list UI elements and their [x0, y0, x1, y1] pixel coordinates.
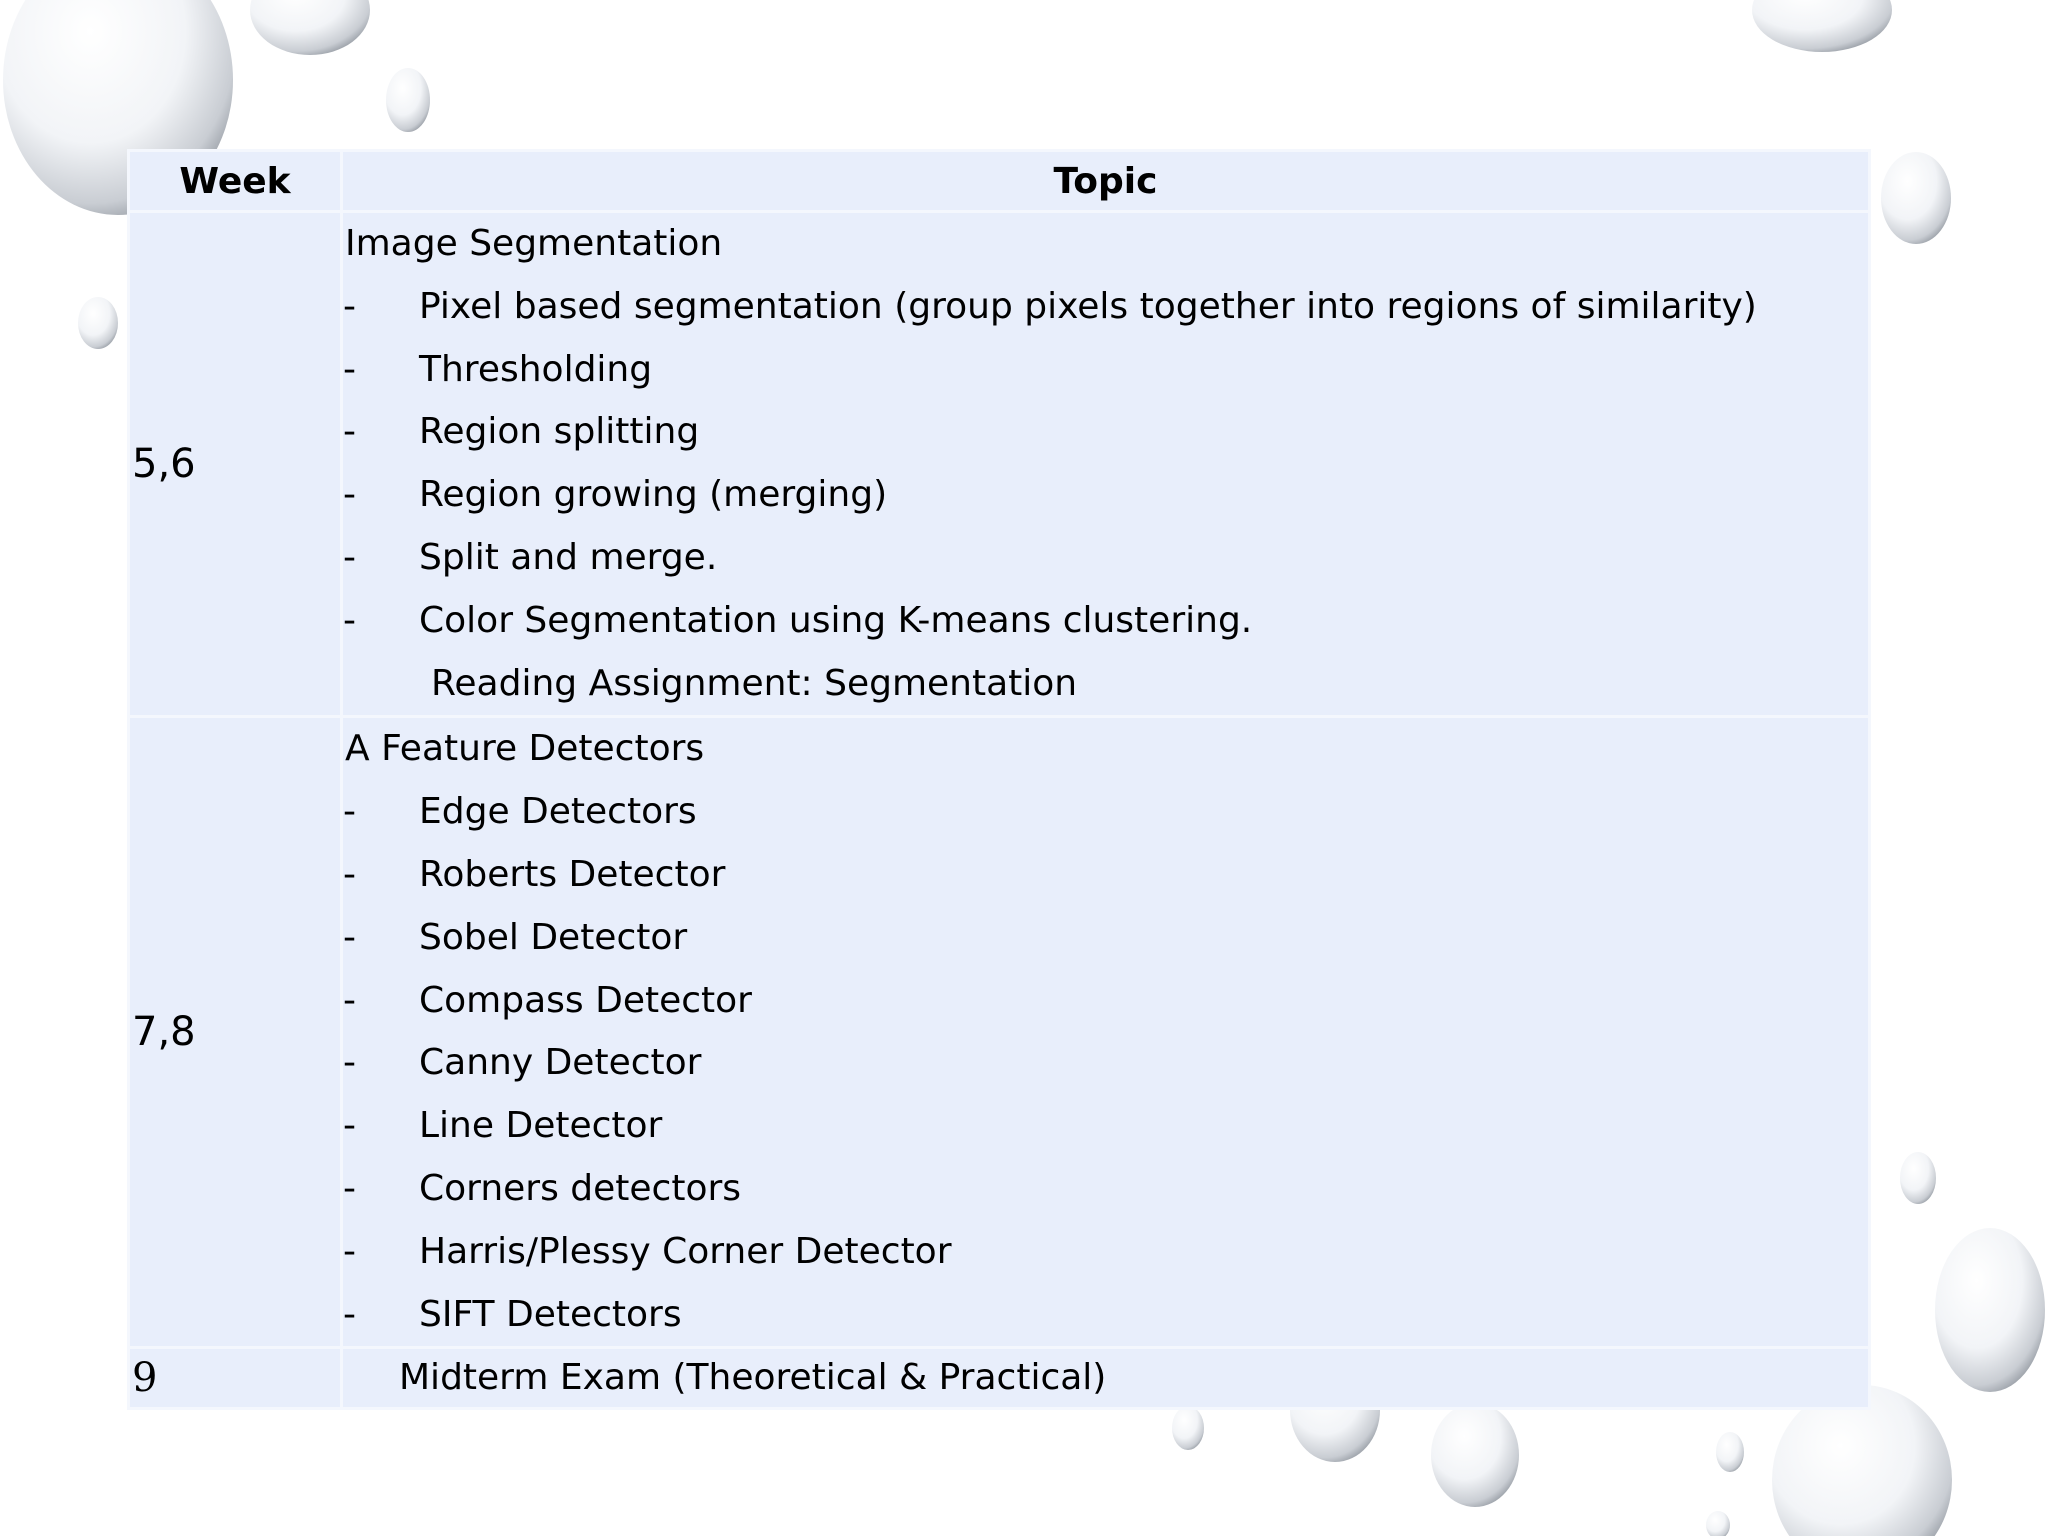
list-item-text: Compass Detector — [419, 979, 752, 1021]
bullet: - — [343, 1105, 356, 1147]
list-item — [343, 1032, 1868, 1095]
table-row — [129, 1348, 1870, 1409]
water-drop-icon — [1900, 1152, 1936, 1204]
water-drop-icon — [386, 68, 430, 132]
list-item-text: Thresholding — [419, 348, 653, 390]
water-drop-icon — [1172, 1406, 1204, 1450]
table-row — [129, 212, 1870, 717]
water-drop-icon — [1716, 1432, 1744, 1472]
topic-cell — [342, 212, 1870, 717]
list-item-text: SIFT Detectors — [419, 1293, 682, 1335]
list-item — [343, 1095, 1868, 1158]
bullet: - — [343, 599, 356, 641]
list-item-text: Canny Detector — [419, 1042, 702, 1084]
bullet: - — [343, 791, 356, 833]
syllabus-table — [127, 149, 1871, 1410]
list-item — [343, 1158, 1868, 1221]
topic-cell — [342, 717, 1870, 1348]
bullet: - — [343, 1230, 356, 1272]
list-item — [343, 527, 1868, 590]
bullet: - — [343, 1042, 356, 1084]
list-item-text: Roberts Detector — [419, 853, 726, 895]
water-drop-icon — [1935, 1228, 2045, 1392]
week-cell: 7,8 — [129, 717, 342, 1348]
bullet: - — [343, 1293, 356, 1335]
bullet: - — [343, 348, 356, 390]
list-item-text: Region splitting — [419, 411, 700, 453]
water-drop-icon — [1752, 0, 1892, 52]
table-header-row — [129, 151, 1870, 212]
water-drop-icon — [1706, 1511, 1730, 1536]
water-drop-icon — [250, 0, 370, 55]
bullet: - — [343, 916, 356, 958]
bullet: - — [343, 411, 356, 453]
bullet: - — [343, 853, 356, 895]
list-item — [343, 1221, 1868, 1284]
bullet: - — [343, 1167, 356, 1209]
list-item-text: Harris/Plessy Corner Detector — [419, 1230, 952, 1272]
bullet: - — [343, 474, 356, 516]
topic-title: Midterm Exam (Theoretical & Practical) — [399, 1357, 1107, 1399]
list-item-text: Edge Detectors — [419, 791, 697, 833]
list-item-text: Color Segmentation using K-means clustering. — [419, 599, 1253, 641]
topic-cell — [342, 1348, 1870, 1409]
bullet: - — [343, 536, 356, 578]
week-cell: 5,6 — [129, 212, 342, 717]
header-topic: Topic — [342, 151, 1870, 212]
list-item — [343, 464, 1868, 527]
list-item-text: Pixel based segmentation (group pixels together into regions of similarity) — [419, 285, 1757, 327]
list-item — [343, 844, 1868, 907]
list-item-text: Corners detectors — [419, 1167, 742, 1209]
list-item — [343, 276, 1868, 339]
table-row — [129, 717, 1870, 1348]
bullet: - — [343, 285, 356, 327]
reading-assignment: Reading Assignment: Segmentation — [431, 662, 1078, 704]
topic-title: A Feature Detectors — [345, 728, 705, 770]
list-item — [343, 907, 1868, 970]
water-drop-icon — [1431, 1403, 1519, 1507]
list-item — [343, 1284, 1868, 1347]
water-drop-icon — [1881, 152, 1951, 244]
week-cell: 9 — [129, 1348, 342, 1409]
list-item — [343, 339, 1868, 402]
list-item-text: Region growing (merging) — [419, 474, 888, 516]
list-item — [343, 970, 1868, 1033]
list-item — [343, 781, 1868, 844]
topic-title: Image Segmentation — [345, 223, 723, 264]
list-item-text: Split and merge. — [419, 536, 718, 578]
list-item-text: Sobel Detector — [419, 916, 688, 958]
bullet: - — [343, 979, 356, 1021]
header-week: Week — [129, 151, 342, 212]
list-item — [343, 401, 1868, 464]
list-item — [343, 590, 1868, 653]
list-item-text: Line Detector — [419, 1105, 663, 1147]
water-drop-icon — [78, 297, 118, 349]
